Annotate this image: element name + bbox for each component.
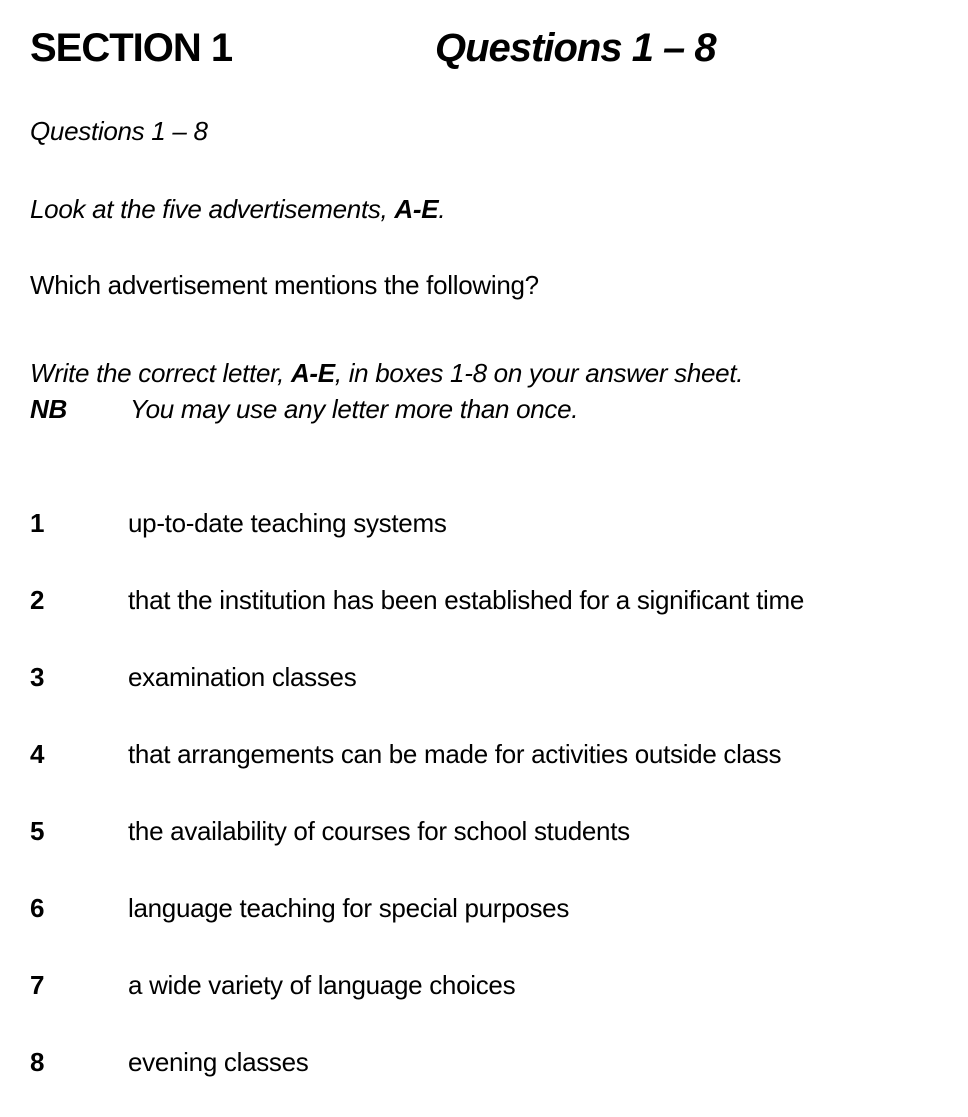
question-row xyxy=(30,970,958,1000)
question-number: 4 xyxy=(30,739,45,769)
question-row xyxy=(30,1047,958,1077)
question-text: that arrangements can be made for activities outside class xyxy=(128,739,782,769)
nb-label: NB xyxy=(30,394,67,424)
look-instruction-prefix: Look at the five advertisements, xyxy=(30,194,395,224)
question-row xyxy=(30,662,958,692)
question-text: up-to-date teaching systems xyxy=(128,508,447,538)
write-letter-letters: A-E xyxy=(290,358,335,388)
write-letter-prefix: Write the correct letter, xyxy=(30,358,291,388)
question-number: 3 xyxy=(30,662,45,692)
nb-text: You may use any letter more than once. xyxy=(130,394,579,424)
question-row xyxy=(30,585,958,615)
question-text: the availability of courses for school students xyxy=(128,816,630,846)
page-header xyxy=(30,26,958,70)
question-row xyxy=(30,893,958,923)
question-row xyxy=(30,816,958,846)
answer-instructions-block xyxy=(30,355,958,427)
look-instruction-suffix: . xyxy=(438,194,446,224)
question-number: 1 xyxy=(30,508,45,538)
look-instruction-line xyxy=(30,194,958,224)
question-number: 2 xyxy=(30,585,45,615)
question-text: evening classes xyxy=(128,1047,309,1077)
write-letter-suffix: , in boxes 1-8 on your answer sheet. xyxy=(334,358,744,388)
question-number: 7 xyxy=(30,970,45,1000)
question-text: that the institution has been established for a significant time xyxy=(128,585,804,615)
write-letter-line xyxy=(30,355,958,391)
question-number: 6 xyxy=(30,893,45,923)
question-row xyxy=(30,739,958,769)
section-title: SECTION 1 xyxy=(30,26,233,70)
question-row xyxy=(30,508,958,538)
question-text: language teaching for special purposes xyxy=(128,893,570,923)
questions-range-subtitle: Questions 1 – 8 xyxy=(30,116,208,146)
look-instruction-letters: A-E xyxy=(394,194,439,224)
question-text: a wide variety of language choices xyxy=(128,970,516,1000)
questions-range-title: Questions 1 – 8 xyxy=(435,26,716,70)
nb-note-line xyxy=(30,391,958,427)
question-text: examination classes xyxy=(128,662,357,692)
questions-list xyxy=(30,508,958,1077)
which-advertisement-line: Which advertisement mentions the following? xyxy=(30,270,539,300)
question-number: 5 xyxy=(30,816,45,846)
question-number: 8 xyxy=(30,1047,45,1077)
